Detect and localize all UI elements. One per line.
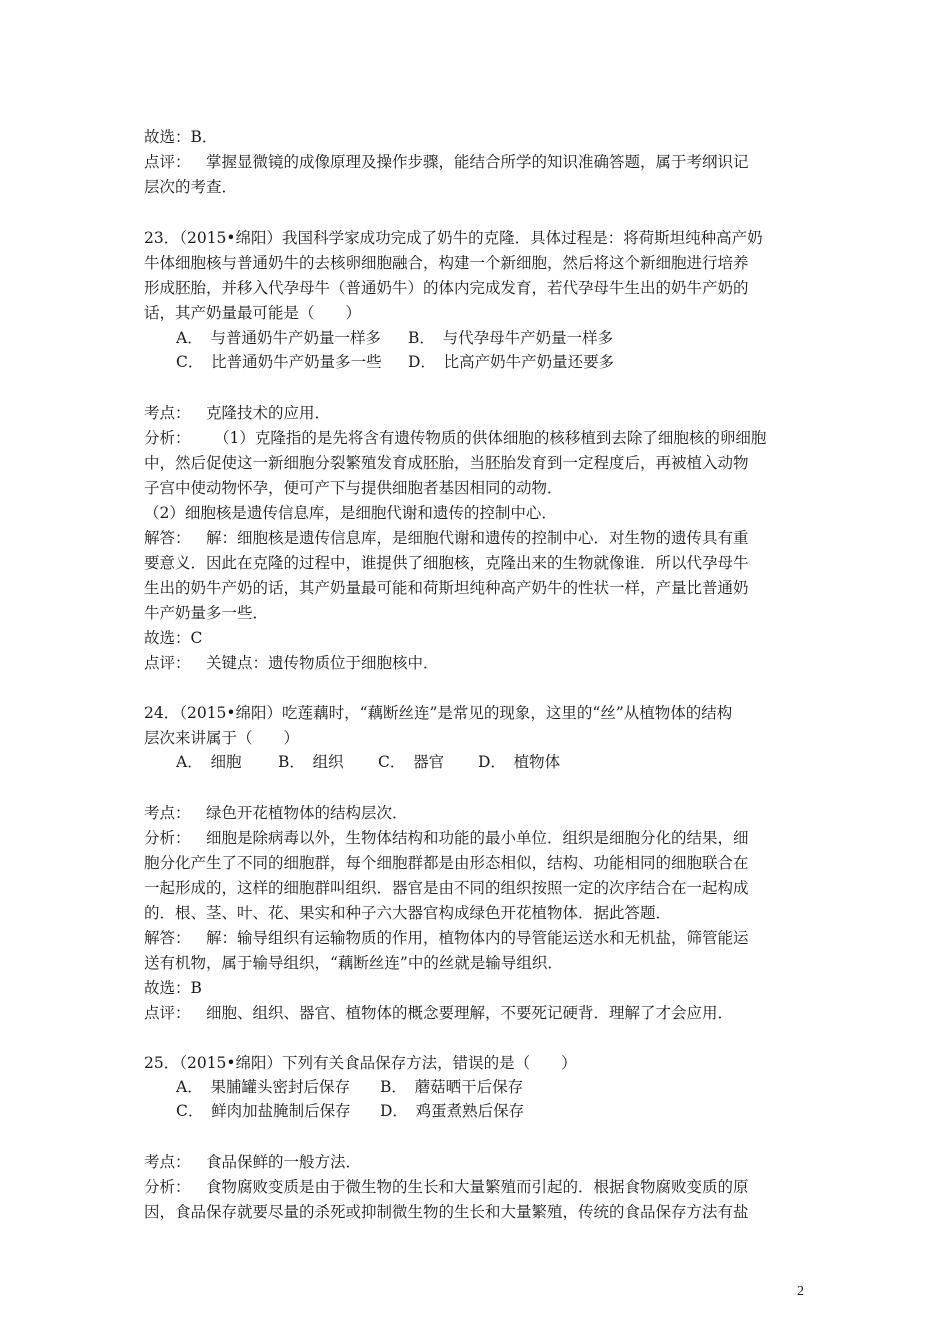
jieda-line: 生出的奶牛产奶的话，其产奶量最可能和荷斯坦纯种高产奶牛的性状一样，产量比普通奶 [144, 579, 749, 597]
option-a: A． 细胞 [176, 753, 242, 771]
jieda-text: 解：输导组织有运输物质的作用，植物体内的导管能运送水和无机盐，筛管能运 [206, 929, 749, 947]
fenxi-line: 因，食品保存就要尽量的杀死或抑制微生物的生长和大量繁殖，传统的食品保存方法有盐 [144, 1203, 749, 1221]
option-c: C． 鲜肉加盐腌制后保存 [176, 1102, 351, 1120]
fenxi-line: 一起形成的，这样的细胞群叫组织．器官是由不同的组织按照一定的次序结合在一起构成 [144, 879, 749, 897]
fenxi-line [144, 1176, 749, 1198]
dianping-label: 点评： [144, 654, 191, 672]
fenxi-text: （1）克隆指的是先将含有遗传物质的供体细胞的核移植到去除了细胞核的卵细胞 [214, 429, 767, 447]
jieda-line: 送有机物，属于输导组织，“藕断丝连”中的丝就是输导组织． [144, 954, 563, 972]
fenxi-line: 子宫中使动物怀孕，便可产下与提供细胞者基因相同的动物． [144, 479, 563, 497]
dianping-line [144, 1002, 733, 1024]
fenxi-line: 中，然后促使这一新细胞分裂繁殖发育成胚胎，当胚胎发育到一定程度后，再被植入动物 [144, 454, 749, 472]
option-a: A． 与普通奶牛产奶量一样多 [176, 329, 381, 347]
option-a: A． 果脯罐头密封后保存 [176, 1078, 350, 1096]
fenxi-line: 胞分化产生了不同的细胞群，每个细胞群都是由形态相似，结构、功能相同的细胞联合在 [144, 854, 749, 872]
dianping-label: 点评： [144, 1004, 191, 1022]
question-23-stem: 23．（2015•绵阳）我国科学家成功完成了奶牛的克隆．具体过程是：将荷斯坦纯种高产奶 [144, 229, 763, 247]
question-23-options [176, 327, 613, 349]
fenxi-label: 分析： [144, 1178, 191, 1196]
question-23-stem: 话，其产奶量最可能是（ ） [144, 304, 362, 322]
fenxi-line: 的．根、茎、叶、花、果实和种子六大器官构成绿色开花植物体．据此答题． [144, 904, 672, 922]
question-24-options [176, 751, 560, 773]
fenxi-label: 分析： [144, 429, 191, 447]
option-c: C． 比普通奶牛产奶量多一些 [176, 353, 382, 371]
answer-line: 故选：B． [144, 128, 218, 146]
question-25-options [176, 1076, 523, 1098]
dianping-text: 关键点：遗传物质位于细胞核中． [206, 654, 439, 672]
dianping-text: 细胞、组织、器官、植物体的概念要理解，不要死记硬背．理解了才会应用． [206, 1004, 734, 1022]
jieda-text: 解：细胞核是遗传信息库，是细胞代谢和遗传的控制中心．对生物的遗传具有重 [206, 529, 749, 547]
option-b: B． 与代孕母牛产奶量一样多 [408, 329, 614, 347]
fenxi-line [144, 427, 766, 449]
fenxi-line: （2）细胞核是遗传信息库，是细胞代谢和遗传的控制中心． [144, 504, 557, 522]
kaodian-text: 克隆技术的应用． [206, 404, 331, 422]
option-b: B． 组织 [278, 753, 344, 771]
comment-text: 掌握显微镜的成像原理及操作步骤，能结合所学的知识准确答题，属于考纲识记 [206, 153, 749, 171]
question-23-stem: 牛体细胞核与普通奶牛的去核卵细胞融合，构建一个新细胞，然后将这个新细胞进行培养 [144, 254, 749, 272]
kaodian-label: 考点： [144, 404, 191, 422]
comment-line [144, 151, 749, 173]
option-d: D． 鸡蛋煮熟后保存 [380, 1102, 525, 1120]
dianping-line [144, 652, 439, 674]
question-23-options [176, 351, 614, 373]
jieda-line: 要意义．因此在克隆的过程中，谁提供了细胞核，克隆出来的生物就像谁．所以代孕母牛 [144, 554, 749, 572]
question-24-stem: 层次来讲属于（ ） [144, 729, 300, 747]
comment-line: 层次的考查． [144, 178, 238, 196]
option-d: D． 比高产奶牛产奶量还要多 [408, 353, 615, 371]
comment-label: 点评： [144, 153, 191, 171]
question-25-stem: 25．（2015•绵阳）下列有关食品保存方法，错误的是（ ） [144, 1054, 577, 1072]
question-24-stem: 24．（2015•绵阳）吃莲藕时，“藕断丝连”是常见的现象，这里的“丝”从植物体的结构 [144, 704, 733, 722]
question-25-options [176, 1100, 524, 1122]
jieda-line [144, 927, 749, 949]
answer-line: 故选：C [144, 629, 203, 647]
jieda-line [144, 527, 749, 549]
jieda-label: 解答： [144, 529, 191, 547]
fenxi-text: 细胞是除病毒以外，生物体结构和功能的最小单位．组织是细胞分化的结果，细 [206, 829, 749, 847]
kaodian-line [144, 1151, 361, 1173]
option-b: B． 蘑菇晒干后保存 [380, 1078, 524, 1096]
page-number: 2 [797, 1284, 804, 1299]
kaodian-label: 考点： [144, 1153, 191, 1171]
kaodian-text: 食品保鲜的一般方法． [206, 1153, 362, 1171]
fenxi-line [144, 827, 749, 849]
answer-line: 故选：B [144, 979, 202, 997]
fenxi-text: 食物腐败变质是由于微生物的生长和大量繁殖而引起的．根据食物腐败变质的原 [206, 1178, 749, 1196]
option-d: D． 植物体 [478, 753, 561, 771]
kaodian-line [144, 802, 408, 824]
fenxi-label: 分析： [144, 829, 191, 847]
kaodian-text: 绿色开花植物体的结构层次． [206, 804, 408, 822]
kaodian-label: 考点： [144, 804, 191, 822]
question-23-stem: 形成胚胎，并移入代孕母牛（普通奶牛）的体内完成发育，若代孕母牛生出的奶牛产奶的 [144, 279, 749, 297]
option-c: C． 器官 [378, 753, 445, 771]
kaodian-line [144, 402, 330, 424]
jieda-label: 解答： [144, 929, 191, 947]
jieda-line: 牛产奶量多一些． [144, 604, 269, 622]
